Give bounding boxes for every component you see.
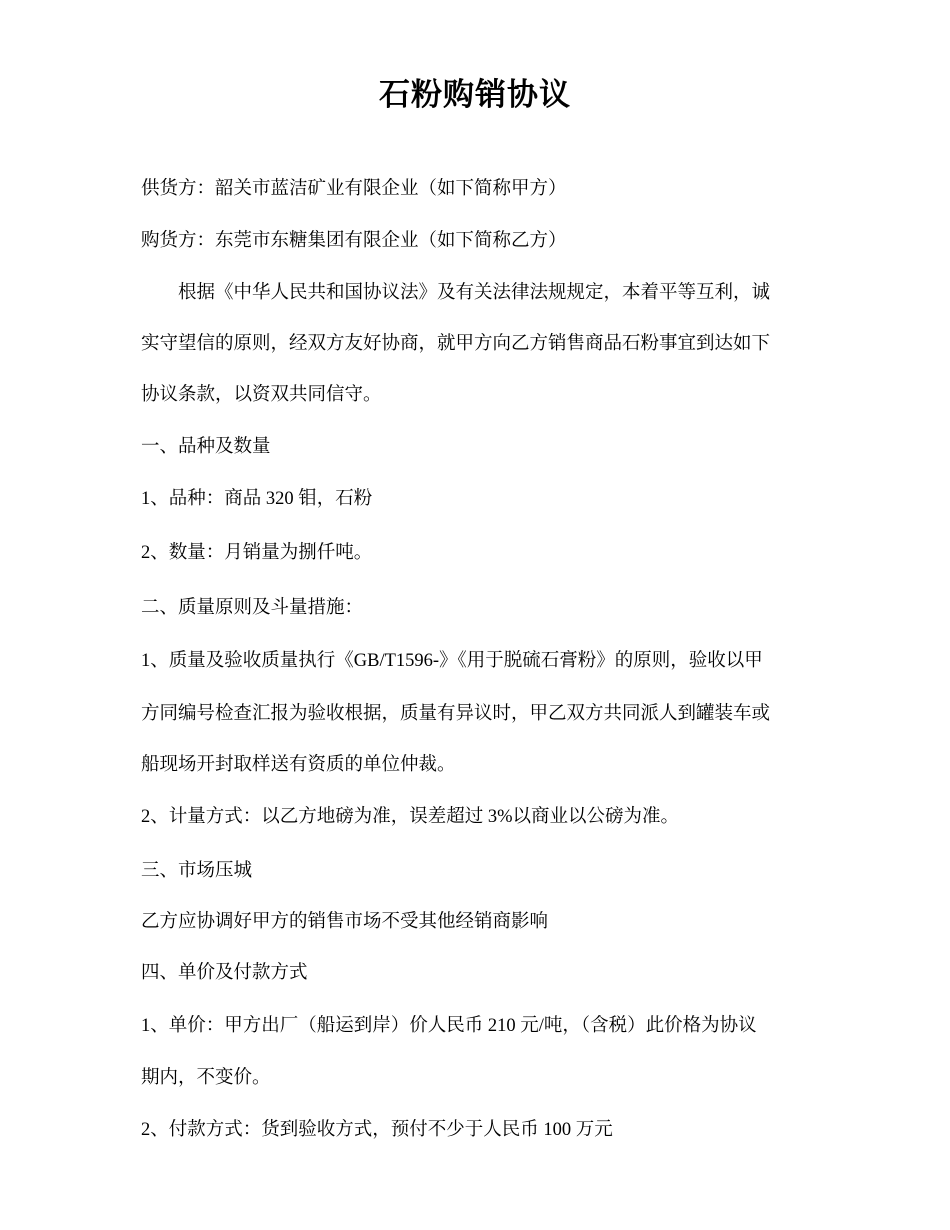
preamble-line-2: 实守望信的原则，经双方友好协商，就甲方向乙方销售商品石粉事宜到达如下 — [141, 334, 771, 354]
document-title: 石粉购销协议 — [379, 77, 571, 113]
section-4-heading: 四、单价及付款方式 — [141, 963, 308, 983]
preamble-line-3: 协议条款，以资双共同信守。 — [141, 385, 382, 405]
section-2-item-1-line-2: 方同编号检查汇报为验收根据，质量有异议时，甲乙双方共同派人到罐装车或 — [141, 704, 771, 724]
section-1-item-2: 2、数量：月销量为捌仟吨。 — [141, 543, 373, 563]
supplier-line: 供货方：韶关市蓝洁矿业有限企业（如下简称甲方） — [141, 179, 567, 199]
section-2-item-1-line-1: 1、质量及验收质量执行《GB/T1596-》《用于脱硫石膏粉》的原则，验收以甲 — [141, 651, 763, 671]
section-4-item-1-line-1: 1、单价：甲方出厂（船运到岸）价人民币 210 元/吨，（含税）此价格为协议 — [141, 1016, 757, 1036]
section-3-body: 乙方应协调好甲方的销售市场不受其他经销商影响 — [141, 912, 549, 932]
section-1-item-1: 1、品种：商品 320 钼，石粉 — [141, 489, 373, 509]
section-2-heading: 二、质量原则及斗量措施： — [141, 598, 364, 618]
preamble-line-1: 根据《中华人民共和国协议法》及有关法律法规规定，本着平等互利，诚 — [178, 283, 771, 303]
section-4-item-2: 2、付款方式：货到验收方式，预付不少于人民币 100 万元 — [141, 1120, 613, 1140]
section-4-item-1-line-2: 期内，不变价。 — [141, 1068, 271, 1088]
section-2-item-1-line-3: 船现场开封取样送有资质的单位仲裁。 — [141, 755, 456, 775]
buyer-line: 购货方：东莞市东糖集团有限企业（如下简称乙方） — [141, 231, 567, 251]
section-3-heading: 三、市场压城 — [141, 861, 253, 881]
section-1-heading: 一、品种及数量 — [141, 437, 271, 457]
section-2-item-2: 2、计量方式：以乙方地磅为准，误差超过 3%以商业以公磅为准。 — [141, 807, 680, 827]
